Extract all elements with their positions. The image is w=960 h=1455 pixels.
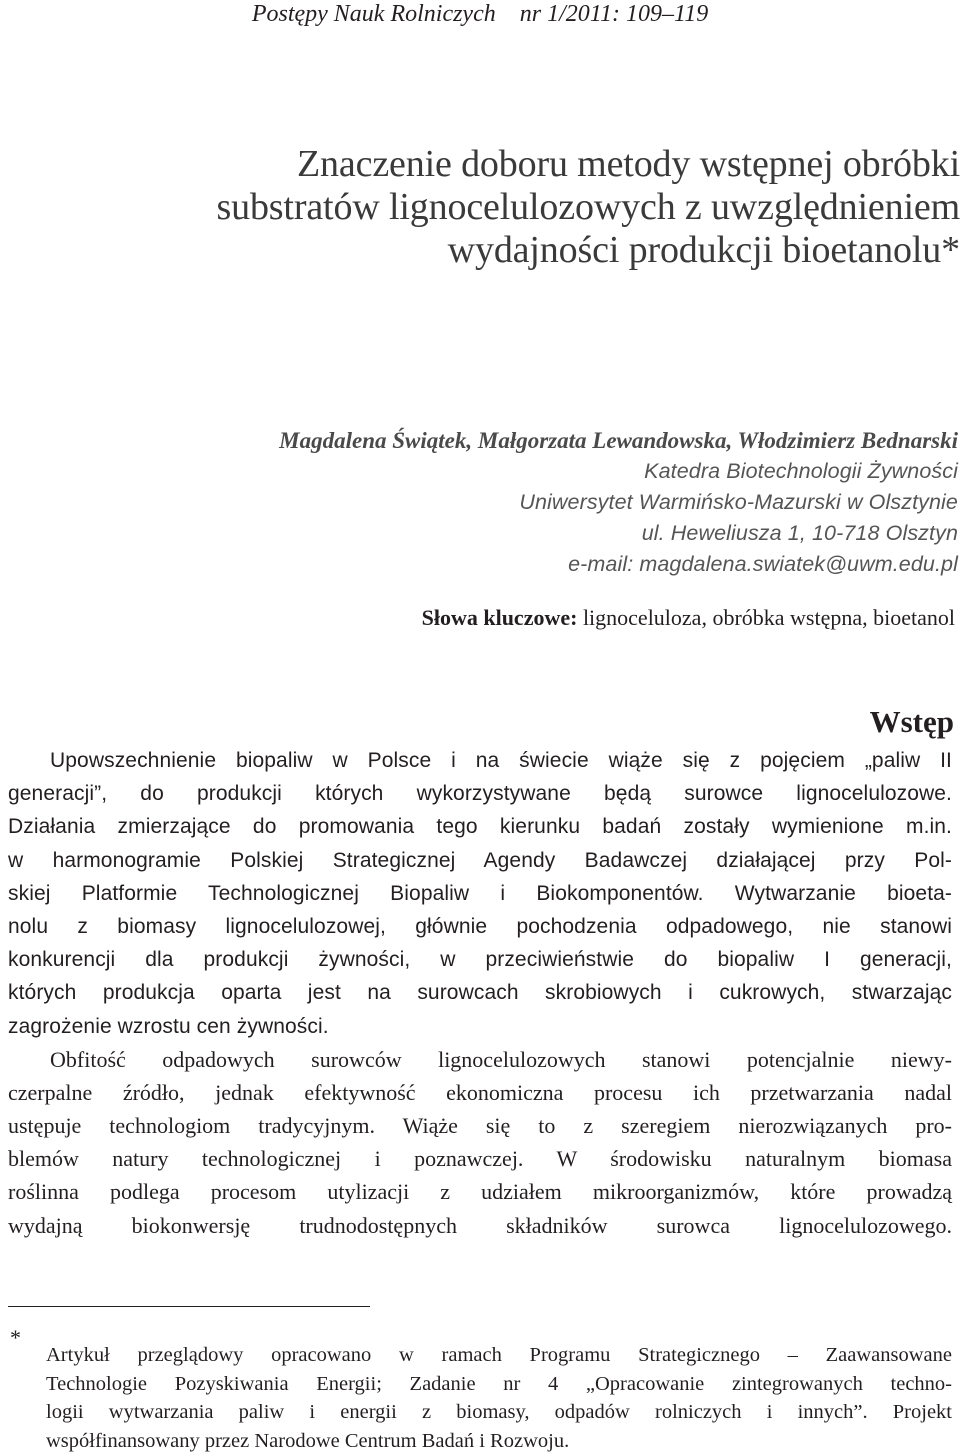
journal-issue: nr 1/2011: 109–119 bbox=[520, 1, 708, 27]
article-title bbox=[0, 143, 960, 272]
footnote-line: Artykuł przeglądowy opracowano w ramach Programu Strategicznego – Zaawansowane bbox=[46, 1341, 952, 1370]
journal-header bbox=[0, 0, 960, 28]
footnote-mark: * bbox=[10, 1325, 21, 1351]
body-line: Obfitość odpadowych surowców lignocelulozowych stanowi potencjalnie niewy- bbox=[8, 1043, 952, 1076]
body-text bbox=[8, 744, 952, 1242]
footnote-line: Technologie Pozyskiwania Energii; Zadanie nr 4 „Opracowanie zintegrowanych techno- bbox=[46, 1370, 952, 1399]
affiliation-university: Uniwersytet Warmińsko-Mazurski w Olsztynie bbox=[0, 487, 958, 518]
body-line: Działania zmierzające do promowania tego kierunku badań zostały wymienione m.in. bbox=[8, 810, 952, 843]
keywords-label: Słowa kluczowe: bbox=[422, 605, 578, 630]
author-names: Magdalena Świątek, Małgorzata Lewandowska, Włodzimierz Bednarski bbox=[0, 425, 958, 456]
title-line: Znaczenie doboru metody wstępnej obróbki bbox=[0, 143, 960, 186]
keywords bbox=[0, 603, 955, 633]
title-line: wydajności produkcji bioetanolu* bbox=[0, 229, 960, 272]
body-line: generacji”, do produkcji których wykorzystywane będą surowce lignocelulozowe. bbox=[8, 777, 952, 810]
author-block bbox=[0, 425, 958, 580]
keywords-text: lignoceluloza, obróbka wstępna, bioetanol bbox=[583, 605, 955, 630]
journal-name: Postępy Nauk Rolniczych bbox=[252, 1, 496, 27]
body-line: skiej Platformie Technologicznej Biopaliw i Biokomponentów. Wytwarzanie bioeta- bbox=[8, 877, 952, 910]
body-line: nolu z biomasy lignocelulozowej, głównie pochodzenia odpadowego, nie stanowi bbox=[8, 910, 952, 943]
body-line: ustępuje technologiom tradycyjnym. Wiąże się to z szeregiem nierozwiązanych pro- bbox=[8, 1109, 952, 1142]
body-line: zagrożenie wzrostu cen żywności. bbox=[8, 1010, 952, 1043]
body-line: czerpalne źródło, jednak efektywność ekonomiczna procesu ich przetwarzania nadal bbox=[8, 1076, 952, 1109]
footnote-divider bbox=[8, 1306, 370, 1307]
body-line: roślinna podlega procesom utylizacji z udziałem mikroorganizmów, które prowadzą bbox=[8, 1175, 952, 1208]
body-line: Upowszechnienie biopaliw w Polsce i na świecie wiąże się z pojęciem „paliw II bbox=[8, 744, 952, 777]
body-line: w harmonogramie Polskiej Strategicznej Agendy Badawczej działającej przy Pol- bbox=[8, 844, 952, 877]
affiliation-address: ul. Heweliusza 1, 10-718 Olsztyn bbox=[0, 518, 958, 549]
affiliation-email: e-mail: magdalena.swiatek@uwm.edu.pl bbox=[0, 549, 958, 580]
section-heading: Wstęp bbox=[870, 702, 954, 742]
footnote-line: współfinansowany przez Narodowe Centrum Badań i Rozwoju. bbox=[46, 1427, 952, 1455]
body-line: konkurencji dla produkcji żywności, w przeciwieństwie do biopaliw I generacji, bbox=[8, 943, 952, 976]
footnote bbox=[46, 1341, 952, 1455]
body-line: blemów natury technologicznej i poznawczej. W środowisku naturalnym biomasa bbox=[8, 1142, 952, 1175]
title-line: substratów lignocelulozowych z uwzględnieniem bbox=[0, 186, 960, 229]
body-line: których produkcja oparta jest na surowcach skrobiowych i cukrowych, stwarzając bbox=[8, 976, 952, 1009]
body-line: wydajną biokonwersję trudnodostępnych składników surowca lignocelulozowego. bbox=[8, 1209, 952, 1242]
footnote-line: logii wytwarzania paliw i energii z biomasy, odpadów rolniczych i innych”. Projekt bbox=[46, 1398, 952, 1427]
affiliation-department: Katedra Biotechnologii Żywności bbox=[0, 456, 958, 487]
